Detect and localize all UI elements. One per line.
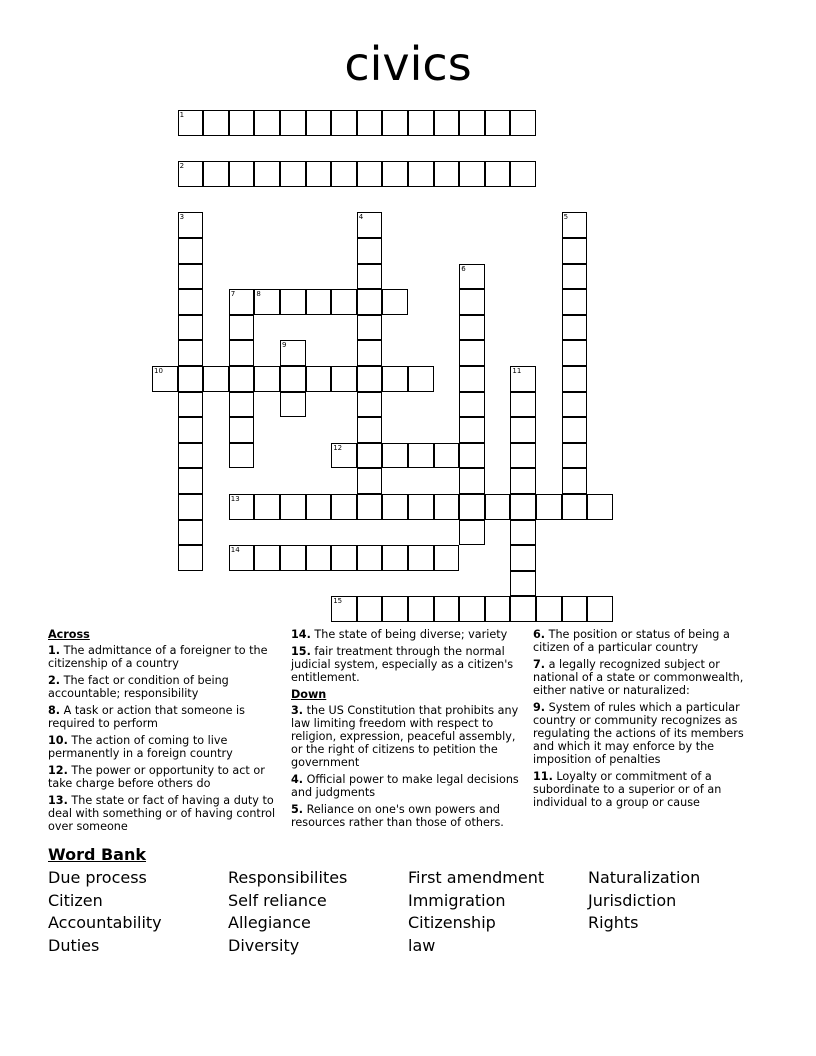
grid-cell[interactable]: [229, 417, 255, 443]
word-bank-heading: Word Bank: [48, 845, 147, 864]
grid-cell[interactable]: [459, 520, 485, 546]
word-bank-item: Jurisdiction: [588, 890, 677, 910]
grid-cell[interactable]: [357, 212, 383, 238]
grid-cell[interactable]: [229, 340, 255, 366]
grid-cell[interactable]: [459, 596, 485, 622]
clue-number: 13.: [48, 794, 68, 807]
grid-cell[interactable]: [178, 468, 204, 494]
clue: [533, 658, 765, 697]
grid-cell[interactable]: [434, 596, 460, 622]
grid-cell[interactable]: [382, 545, 408, 571]
clue-number: 2: [179, 162, 185, 171]
clue-text: a legally recognized subject or national of a state or commonwealth, either native or naturalized:: [533, 658, 744, 697]
clue: [48, 644, 280, 670]
clue-number: 5: [563, 213, 569, 222]
grid-cell[interactable]: [203, 366, 229, 392]
grid-cell[interactable]: [485, 110, 511, 136]
grid-cell[interactable]: [434, 545, 460, 571]
grid-cell[interactable]: [510, 443, 536, 469]
word-bank-item: Rights: [588, 913, 639, 932]
grid-cell[interactable]: [485, 494, 511, 520]
clue-number: 3: [179, 213, 185, 222]
clue-text: The state or fact of having a duty to deal with something or of having control over someone: [48, 794, 276, 833]
word-bank-item: Naturalization: [588, 868, 701, 887]
clue-number: 14: [230, 546, 240, 555]
grid-cell[interactable]: [562, 212, 588, 238]
grid-cell[interactable]: [536, 494, 562, 520]
clue-number: 12: [333, 443, 343, 452]
word-bank-item: Citizenship: [408, 913, 496, 932]
grid-cell[interactable]: [178, 520, 204, 546]
grid-cell[interactable]: [229, 366, 255, 392]
grid-cell[interactable]: [331, 545, 357, 571]
grid-cell[interactable]: [459, 315, 485, 341]
grid-cell[interactable]: [254, 366, 280, 392]
clue-text: the US Constitution that prohibits any law limiting freedom with respect to religion, expression, peaceful assembly, or the right of citizens to petition the government: [291, 704, 519, 769]
grid-cell[interactable]: [408, 161, 434, 187]
grid-cell[interactable]: [587, 494, 613, 520]
grid-cell[interactable]: [178, 315, 204, 341]
clue: [533, 628, 765, 654]
clue-number: 6: [461, 264, 466, 273]
grid-cell[interactable]: [382, 110, 408, 136]
grid-cell[interactable]: [178, 494, 204, 520]
clue: [48, 764, 280, 790]
grid-cell[interactable]: [459, 417, 485, 443]
grid-cell[interactable]: [485, 161, 511, 187]
word-bank-item: Accountability: [48, 913, 162, 932]
grid-cell[interactable]: [357, 366, 383, 392]
word-bank-item: Due process: [48, 868, 147, 887]
grid-cell[interactable]: [178, 392, 204, 418]
grid-cell[interactable]: [510, 417, 536, 443]
clue-text: The action of coming to live permanently in a foreign country: [48, 734, 233, 760]
grid-cell[interactable]: [382, 494, 408, 520]
clue: [291, 773, 523, 799]
clue-text: The fact or condition of being accountable; responsibility: [48, 674, 229, 700]
grid-cell[interactable]: [254, 494, 280, 520]
clue-number: 11: [512, 367, 522, 375]
grid-cell[interactable]: [562, 315, 588, 341]
grid-cell[interactable]: [382, 443, 408, 469]
clue: [291, 628, 523, 641]
grid-cell[interactable]: [357, 443, 383, 469]
down-heading: Down: [291, 688, 327, 701]
clue-number: 2.: [48, 674, 61, 687]
grid-cell[interactable]: [178, 238, 204, 264]
grid-cell[interactable]: [357, 110, 383, 136]
grid-cell[interactable]: [408, 545, 434, 571]
clues-column-1: [48, 628, 280, 837]
grid-cell[interactable]: [178, 212, 204, 238]
grid-cell[interactable]: [459, 366, 485, 392]
grid-cell[interactable]: [510, 468, 536, 494]
clue-text: Reliance on one's own powers and resources rather than those of others.: [291, 803, 504, 829]
grid-cell[interactable]: [459, 392, 485, 418]
clue: [48, 704, 280, 730]
grid-cell[interactable]: [459, 289, 485, 315]
grid-cell[interactable]: [280, 545, 306, 571]
grid-cell[interactable]: [306, 161, 332, 187]
grid-cell[interactable]: [254, 161, 280, 187]
clue-text: The position or status of being a citizen of a particular country: [533, 628, 730, 654]
grid-cell[interactable]: [382, 366, 408, 392]
clue-text: System of rules which a particular country or community recognizes as regulating the actions of its members and which it may enforce by the imposition of penalties: [533, 701, 744, 766]
grid-cell[interactable]: [536, 596, 562, 622]
grid-cell[interactable]: [510, 494, 536, 520]
grid-cell[interactable]: [331, 110, 357, 136]
grid-cell[interactable]: [357, 315, 383, 341]
grid-cell[interactable]: [510, 392, 536, 418]
word-bank-item: Diversity: [228, 935, 300, 955]
grid-cell[interactable]: [357, 289, 383, 315]
grid-cell[interactable]: [280, 494, 306, 520]
clue: [48, 734, 280, 760]
grid-cell[interactable]: [459, 110, 485, 136]
clue: [533, 770, 765, 809]
grid-cell[interactable]: [357, 596, 383, 622]
grid-cell[interactable]: [562, 596, 588, 622]
grid-cell[interactable]: [331, 161, 357, 187]
grid-cell[interactable]: [434, 494, 460, 520]
grid-cell[interactable]: [178, 161, 204, 187]
grid-cell[interactable]: [382, 596, 408, 622]
clue-text: The power or opportunity to act or take charge before others do: [48, 764, 265, 790]
grid-cell[interactable]: [306, 366, 332, 392]
word-bank-item: Allegiance: [228, 913, 311, 932]
clue-number: 7: [230, 290, 236, 299]
grid-cell[interactable]: [306, 110, 332, 136]
clue: [291, 645, 523, 684]
grid-cell[interactable]: [408, 443, 434, 469]
word-bank-item: Responsibilites: [228, 868, 348, 887]
clue: [291, 803, 523, 829]
grid-cell[interactable]: [229, 545, 255, 571]
clue-number: 1: [179, 111, 185, 119]
grid-cell[interactable]: [459, 494, 485, 520]
grid-cell[interactable]: [280, 392, 306, 418]
clue-text: Loyalty or commitment of a subordinate to a superior or of an individual to a group or cause: [533, 770, 722, 809]
grid-cell[interactable]: [178, 417, 204, 443]
grid-cell[interactable]: [331, 443, 357, 469]
clue-text: Official power to make legal decisions and judgments: [291, 773, 519, 799]
clue-number: 1.: [48, 644, 61, 657]
grid-cell[interactable]: [331, 366, 357, 392]
grid-cell[interactable]: [382, 161, 408, 187]
clue-text: The admittance of a foreigner to the citizenship of a country: [48, 644, 268, 670]
clue: [48, 794, 280, 833]
grid-cell[interactable]: [357, 238, 383, 264]
grid-cell[interactable]: [510, 110, 536, 136]
grid-cell[interactable]: [229, 392, 255, 418]
clue-number: 4.: [291, 773, 304, 786]
clue-number: 13: [230, 495, 240, 503]
clue-number: 4: [358, 213, 364, 222]
grid-cell[interactable]: [229, 161, 255, 187]
grid-cell[interactable]: [510, 161, 536, 187]
clue-number: 9: [282, 341, 287, 350]
across-heading: Across: [48, 628, 90, 641]
word-bank-item: First amendment: [408, 868, 545, 887]
word-bank-item: Immigration: [408, 890, 506, 910]
grid-cell[interactable]: [280, 340, 306, 366]
grid-cell[interactable]: [357, 545, 383, 571]
grid-cell[interactable]: [485, 596, 511, 622]
grid-cell[interactable]: [254, 110, 280, 136]
clue-number: 9.: [533, 701, 546, 714]
grid-cell[interactable]: [254, 289, 280, 315]
clues-column-2: [291, 628, 523, 833]
clue-number: 15: [333, 597, 343, 606]
grid-cell[interactable]: [331, 289, 357, 315]
clue-number: 12.: [48, 764, 68, 777]
grid-cell[interactable]: [562, 264, 588, 290]
grid-cell[interactable]: [229, 494, 255, 520]
grid-cell[interactable]: [331, 596, 357, 622]
grid-cell[interactable]: [562, 494, 588, 520]
grid-cell[interactable]: [357, 340, 383, 366]
grid-cell[interactable]: [459, 161, 485, 187]
clue-number: 11.: [533, 770, 553, 783]
grid-cell[interactable]: [434, 443, 460, 469]
grid-cell[interactable]: [562, 289, 588, 315]
grid-cell[interactable]: [357, 494, 383, 520]
clue-number: 6.: [533, 628, 546, 641]
word-bank-item: Duties: [48, 935, 100, 955]
clue: [291, 704, 523, 769]
grid-cell[interactable]: [382, 289, 408, 315]
grid-cell[interactable]: [178, 110, 204, 136]
grid-cell[interactable]: [459, 264, 485, 290]
grid-cell[interactable]: [459, 468, 485, 494]
clue-number: 7.: [533, 658, 546, 671]
clue-number: 10: [154, 367, 163, 375]
grid-cell[interactable]: [510, 596, 536, 622]
grid-cell[interactable]: [510, 520, 536, 546]
word-bank-item: Self reliance: [228, 890, 327, 910]
grid-cell[interactable]: [280, 110, 306, 136]
grid-cell[interactable]: [459, 443, 485, 469]
grid-cell[interactable]: [203, 161, 229, 187]
grid-cell[interactable]: [562, 238, 588, 264]
clue-text: A task or action that someone is required to perform: [48, 704, 245, 730]
grid-cell[interactable]: [408, 366, 434, 392]
grid-cell[interactable]: [587, 596, 613, 622]
grid-cell[interactable]: [306, 494, 332, 520]
puzzle-title: civics: [344, 37, 472, 91]
clues-column-3: [533, 628, 765, 813]
grid-cell[interactable]: [510, 571, 536, 597]
grid-cell[interactable]: [229, 315, 255, 341]
grid-cell[interactable]: [229, 289, 255, 315]
grid-cell[interactable]: [357, 392, 383, 418]
clue-text: The state of being diverse; variety: [314, 628, 508, 641]
grid-cell[interactable]: [178, 366, 204, 392]
grid-cell[interactable]: [280, 289, 306, 315]
grid-cell[interactable]: [434, 161, 460, 187]
grid-cell[interactable]: [562, 443, 588, 469]
grid-cell[interactable]: [562, 392, 588, 418]
grid-cell[interactable]: [229, 443, 255, 469]
grid-cell[interactable]: [152, 366, 178, 392]
clue: [533, 701, 765, 766]
clue-number: 5.: [291, 803, 304, 816]
grid-cell[interactable]: [229, 110, 255, 136]
grid-cell[interactable]: [306, 545, 332, 571]
clue-number: 15.: [291, 645, 311, 658]
grid-cell[interactable]: [280, 366, 306, 392]
grid-cell[interactable]: [178, 289, 204, 315]
clue-text: fair treatment through the normal judicial system, especially as a citizen's entitlement.: [291, 645, 514, 684]
grid-cell[interactable]: [510, 545, 536, 571]
grid-cell[interactable]: [562, 417, 588, 443]
grid-cell[interactable]: [357, 161, 383, 187]
grid-cell[interactable]: [510, 366, 536, 392]
grid-cell[interactable]: [306, 289, 332, 315]
grid-cell[interactable]: [562, 468, 588, 494]
grid-cell[interactable]: [562, 366, 588, 392]
grid-cell[interactable]: [408, 494, 434, 520]
clue-number: 14.: [291, 628, 311, 641]
word-bank-item: law: [408, 935, 436, 955]
grid-cell[interactable]: [280, 161, 306, 187]
clue-number: 8: [256, 290, 261, 299]
grid-cell[interactable]: [459, 340, 485, 366]
grid-cell[interactable]: [357, 417, 383, 443]
grid-cell[interactable]: [408, 110, 434, 136]
grid-cell[interactable]: [203, 110, 229, 136]
grid-cell[interactable]: [562, 340, 588, 366]
grid-cell[interactable]: [178, 340, 204, 366]
clue: [48, 674, 280, 700]
grid-cell[interactable]: [178, 545, 204, 571]
clue-number: 10.: [48, 734, 68, 747]
grid-cell[interactable]: [357, 468, 383, 494]
clue-number: 3.: [291, 704, 304, 717]
grid-cell[interactable]: [331, 494, 357, 520]
clue-number: 8.: [48, 704, 61, 717]
grid-cell[interactable]: [178, 443, 204, 469]
grid-cell[interactable]: [408, 596, 434, 622]
grid-cell[interactable]: [434, 110, 460, 136]
grid-cell[interactable]: [254, 545, 280, 571]
grid-cell[interactable]: [357, 264, 383, 290]
grid-cell[interactable]: [178, 264, 204, 290]
word-bank-item: Citizen: [48, 890, 103, 910]
